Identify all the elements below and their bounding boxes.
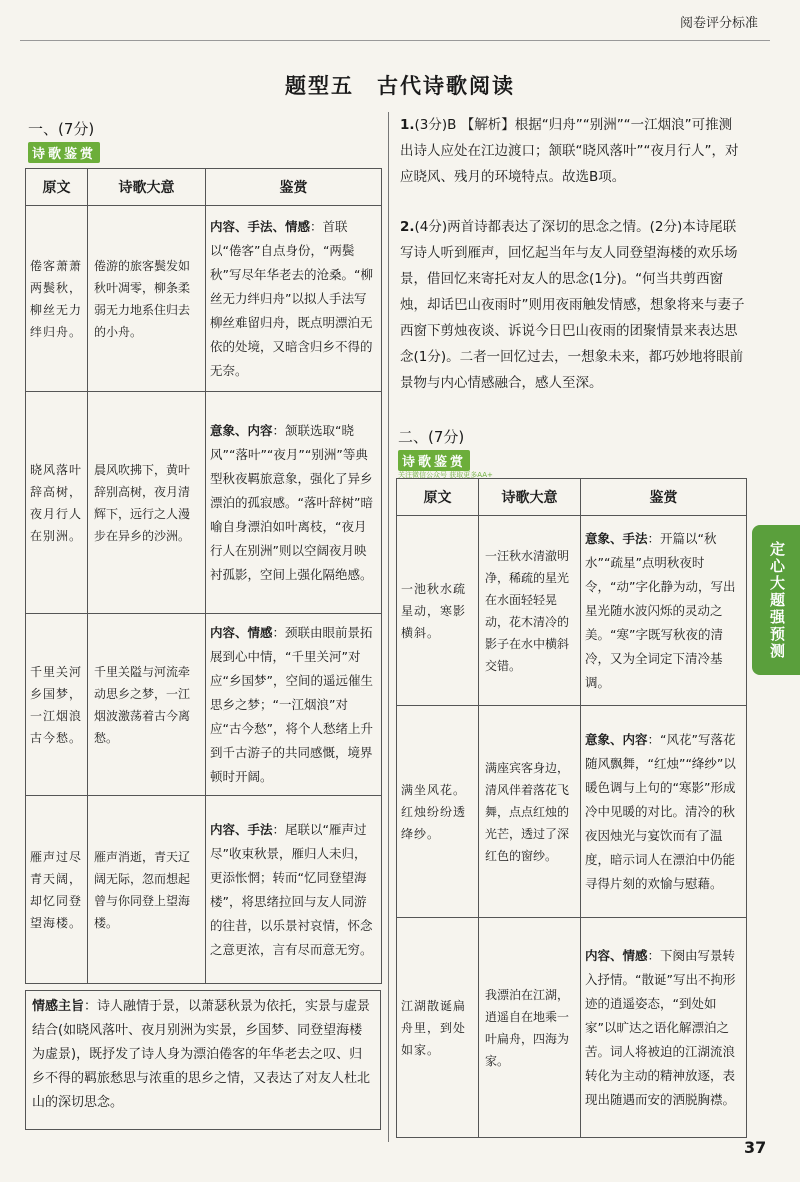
table-header-row [397, 479, 747, 516]
appreciation-body: ：颔联选取“晓风”“落叶”“夜月”“别洲”等典型秋夜羁旅意象，强化了异乡漂泊的孤寂感。“落叶辞树”暗喻自身漂泊如叶离枝，“夜月行人在别洲”则以空阔夜月映衬孤影，空间上强化隔绝感。 [210, 422, 373, 582]
answer-number: 1. [400, 117, 415, 133]
table-row [26, 796, 382, 984]
column-divider [388, 112, 389, 1142]
appreciation-text [206, 796, 382, 984]
meaning-text: 千里关隘与河流牵动思乡之梦，一江烟波激荡着古今离愁。 [88, 614, 206, 796]
table-row [26, 392, 382, 614]
col-header-original: 原文 [26, 169, 88, 206]
appreciation-text [581, 918, 747, 1138]
table-row [397, 706, 747, 918]
original-text: 晓风落叶辞高树，夜月行人在别洲。 [26, 392, 88, 614]
answer-body: (3分)B 【解析】根据“归舟”“别洲”“一江烟浪”可推测出诗人应处在江边渡口；颔联“晓风落叶”“夜月行人”，对应晓风、残月的环境特点。故选B项。 [400, 117, 739, 185]
table-row [397, 918, 747, 1138]
col-header-appreciation: 鉴赏 [206, 169, 382, 206]
poem-appreciation-badge: 诗歌鉴赏 [28, 142, 100, 163]
summary-keyword: 情感主旨 [32, 999, 85, 1014]
appreciation-keyword: 意象、内容 [585, 731, 648, 747]
appreciation-text [581, 516, 747, 706]
emotion-summary [25, 990, 381, 1130]
poem-table-two [396, 478, 747, 1138]
table-header-row [26, 169, 382, 206]
original-text: 一池秋水疏星动，寒影横斜。 [397, 516, 479, 706]
side-tab: 定心大题强预测 [752, 525, 800, 675]
answer-2 [400, 214, 745, 396]
appreciation-keyword: 意象、内容 [210, 422, 273, 438]
original-text: 千里关河乡国梦，一江烟浪古今愁。 [26, 614, 88, 796]
answer-body: (4分)两首诗都表达了深切的思念之情。(2分)本诗尾联写诗人听到雁声，回忆起当年与友人同登望海楼的欢乐场景，借回忆来寄托对友人的思念(1分)。“何当共剪西窗烛，却话巴山夜雨时”则用夜雨触发情感，想象将来与妻子西窗下剪烛夜谈、诉说今日巴山夜雨的团聚情景来表达思念(1分)。二者一回忆过去，一想象未来，都巧妙地将眼前景物与内心情感融合，感人至深。 [400, 219, 745, 391]
header-rule [20, 40, 770, 41]
badge-watermark: 关注微信公众号 获取更多AA+ [398, 471, 493, 479]
appreciation-keyword: 内容、情感 [210, 624, 273, 640]
poem-table-one [25, 168, 382, 984]
appreciation-body: ：开篇以“秋水”“疏星”点明秋夜时令，“动”字化静为动，写出星光随水波闪烁的灵动之美。“寒”字既写秋夜的清冷，又为全词定下清冷基调。 [585, 530, 736, 690]
appreciation-text [206, 614, 382, 796]
appreciation-text [206, 392, 382, 614]
appreciation-body: ：颈联由眼前景拓展到心中情，“千里关河”对应“乡国梦”，空间的遥远催生思乡之梦；“一江烟浪”对应“古今愁”，将个人愁绪上升到千古游子的共同感慨，境界顿时开阔。 [210, 624, 373, 784]
meaning-text: 满座宾客身边，清风伴着落花飞舞，点点红烛的光芒，透过了深红色的窗纱。 [479, 706, 581, 918]
meaning-text: 倦游的旅客鬓发如秋叶凋零，柳条柔弱无力地系住归去的小舟。 [88, 206, 206, 392]
section-one-heading: 一、(7分) [28, 120, 95, 138]
appreciation-text [581, 706, 747, 918]
appreciation-keyword: 内容、手法、情感 [210, 218, 311, 234]
section-two-heading: 二、(7分) [398, 428, 465, 446]
page-title: 题型五 古代诗歌阅读 [285, 73, 515, 98]
original-text: 雁声过尽青天阔，却忆同登望海楼。 [26, 796, 88, 984]
summary-body: ：诗人融情于景，以萧瑟秋景为依托，实景与虚景结合(如晓风落叶、夜月别洲为实景，乡国梦、同登望海楼为虚景)，既抒发了诗人身为漂泊倦客的年华老去之叹、归乡不得的羁旅愁思与浓重的思乡之情，又表达了对友人杜北山的深切思念。 [32, 999, 371, 1110]
appreciation-body: ：尾联以“雁声过尽”收束秋景，雁归人未归，更添怅惘；转而“忆同登望海楼”，将思绪拉回与友人同游的往昔，以乐景衬哀情，怀念之意更浓，言有尽而意无穷。 [210, 821, 373, 957]
header-label: 阅卷评分标准 [679, 16, 758, 31]
col-header-appreciation: 鉴赏 [581, 479, 747, 516]
meaning-text: 我漂泊在江湖，逍遥自在地乘一叶扁舟，四海为家。 [479, 918, 581, 1138]
table-row [26, 614, 382, 796]
appreciation-body: ：首联以“倦客”自点身份，“两鬓秋”写尽年华老去的沧桑。“柳丝无力绊归舟”以拟人手法写柳丝难留归舟，既点明漂泊无依的处境，又暗含归乡不得的无奈。 [210, 218, 373, 378]
answer-number: 2. [400, 219, 415, 235]
meaning-text: 晨风吹拂下，黄叶辞别高树，夜月清辉下，远行之人漫步在异乡的沙洲。 [88, 392, 206, 614]
original-text: 江湖散诞扁舟里，到处如家。 [397, 918, 479, 1138]
original-text: 满坐风花。红烛纷纷透绛纱。 [397, 706, 479, 918]
meaning-text: 一汪秋水清澈明净，稀疏的星光在水面轻轻晃动，花木清冷的影子在水中横斜交错。 [479, 516, 581, 706]
appreciation-body: ：下阕由写景转入抒情。“散诞”写出不拘形迹的逍遥姿态，“到处如家”以旷达之语化解漂泊之苦。词人将被迫的江湖流浪转化为主动的精神放逐，表现出随遇而安的洒脱胸襟。 [585, 947, 736, 1107]
col-header-meaning: 诗歌大意 [479, 479, 581, 516]
col-header-meaning: 诗歌大意 [88, 169, 206, 206]
appreciation-body: ：“风花”写落花随风飘舞，“红烛”“绛纱”以暖色调与上句的“寒影”形成冷中见暖的对比。清冷的秋夜因烛光与宴饮而有了温度，暗示词人在漂泊中仍能寻得片刻的欢愉与慰藉。 [585, 731, 736, 891]
table-row [26, 206, 382, 392]
appreciation-keyword: 内容、情感 [585, 947, 648, 963]
col-header-original: 原文 [397, 479, 479, 516]
appreciation-keyword: 意象、手法 [585, 530, 648, 546]
meaning-text: 雁声消逝，青天辽阔无际，忽而想起曾与你同登上望海楼。 [88, 796, 206, 984]
page-number: 37 [744, 1138, 767, 1157]
poem-appreciation-badge-2: 诗歌鉴赏 [398, 450, 470, 471]
appreciation-keyword: 内容、手法 [210, 821, 273, 837]
table-row [397, 516, 747, 706]
original-text: 倦客萧萧两鬓秋，柳丝无力绊归舟。 [26, 206, 88, 392]
appreciation-text [206, 206, 382, 392]
answer-1 [400, 112, 740, 190]
